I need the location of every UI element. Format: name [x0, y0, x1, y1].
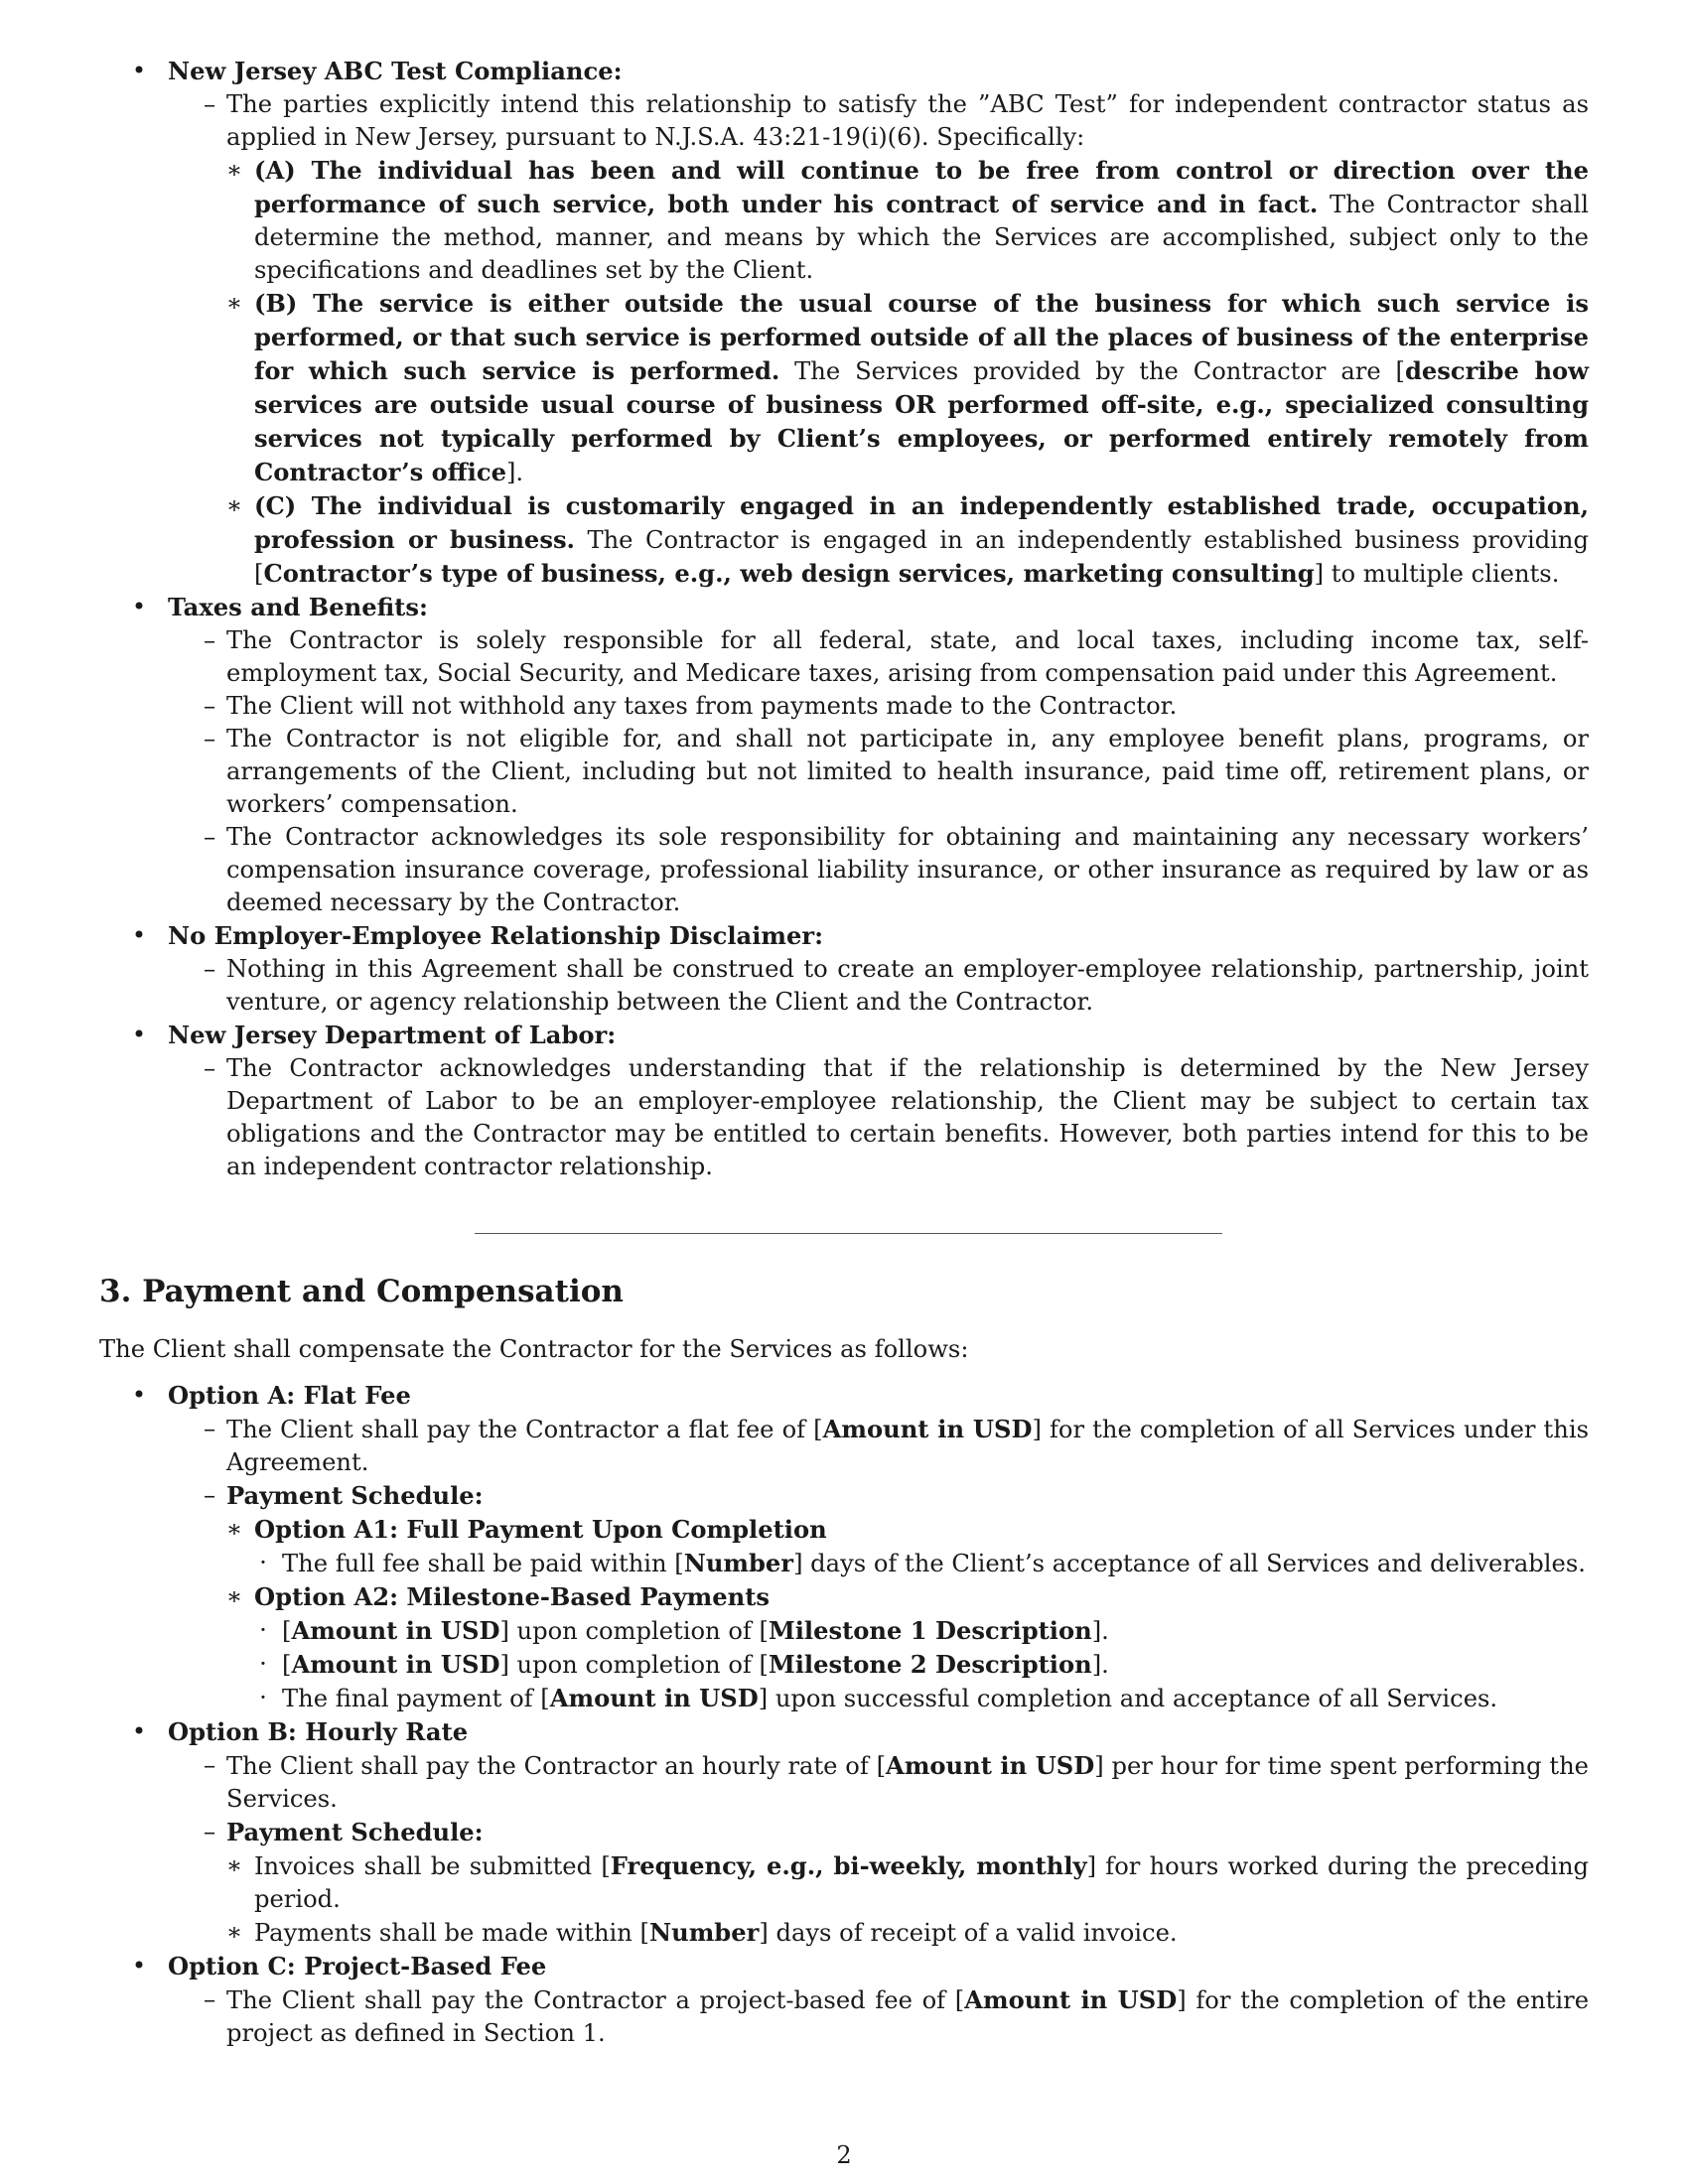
nj-dol-text: The Contractor acknowledges understanding that if the relationship is determined by the New Jersey Department of Labor to be an employer-employee relationship, the Client may be subject to certain tax obligations and the Contractor may be entitled to certain benefits. However, both parties intend for this to be an independent contractor relationship. — [226, 1054, 1589, 1180]
asterisk-icon: ∗ — [225, 1515, 243, 1543]
prong-c-placeholder: Contractor’s type of business, e.g., web design services, marketing consulting — [263, 559, 1315, 588]
option-a-fee-text-end: ] for the completion of all Services under this Agreement. — [226, 1416, 1589, 1476]
dot-icon: · — [259, 1650, 267, 1678]
dash-icon: – — [203, 90, 216, 118]
milestone-text: ] upon completion of [ — [499, 1651, 769, 1679]
no-employer-item — [168, 953, 1589, 1019]
asterisk-icon: ∗ — [225, 491, 243, 519]
payment-terms-item — [226, 1916, 1589, 1950]
prong-b-heading: (B) The service is either outside the usual course of the business for which such service is performed, or that such service is performed outside of all the places of business of the enterprise for which such service is performed. — [254, 289, 1589, 385]
dot-icon: · — [259, 1549, 267, 1576]
taxes-item — [168, 624, 1589, 690]
dash-icon: – — [203, 823, 216, 851]
milestone-text: ] upon completion of [ — [499, 1617, 769, 1645]
option-a1-title: Option A1: Full Payment Upon Completion — [254, 1515, 827, 1544]
milestone-2-placeholder: Milestone 2 Description — [768, 1650, 1092, 1679]
amount-placeholder: Amount in USD — [291, 1650, 500, 1679]
prong-c-heading: (C) The individual is customarily engaged in an independently established trade, occupation, profession or business. — [254, 491, 1589, 554]
dash-icon: – — [203, 626, 216, 654]
option-c-fee-text: The Client shall pay the Contractor a project-based fee of [ — [226, 1986, 965, 2014]
section-3-list — [99, 1379, 1589, 2050]
dash-icon: – — [203, 1054, 216, 1082]
payment-terms-text-end: ] days of receipt of a valid invoice. — [759, 1919, 1178, 1947]
frequency-placeholder: Frequency, e.g., bi-weekly, monthly — [610, 1851, 1087, 1880]
dot-icon: · — [259, 1616, 267, 1644]
amount-placeholder: Amount in USD — [291, 1616, 500, 1645]
list-item-abc-test — [99, 55, 1589, 591]
bullet-icon: • — [131, 1717, 147, 1745]
section-3-intro: The Client shall compensate the Contractor for the Services as follows: — [99, 1335, 969, 1363]
payment-terms-text: Payments shall be made within [ — [254, 1919, 649, 1947]
bullet-icon: • — [131, 1952, 147, 1979]
document-page — [99, 55, 1589, 2050]
asterisk-icon: ∗ — [225, 1582, 243, 1610]
option-c — [99, 1950, 1589, 2050]
bullet-icon: • — [131, 1021, 147, 1048]
list-item-no-employer — [99, 919, 1589, 1019]
taxes-text: The Contractor is solely responsible for all federal, state, and local taxes, including income tax, self-employment tax, Social Security, and Medicare taxes, arising from compensation paid under this Agreement. — [226, 626, 1589, 687]
milestone-1-placeholder: Milestone 1 Description — [768, 1616, 1092, 1645]
option-a-fee-text: The Client shall pay the Contractor a flat fee of [ — [226, 1416, 823, 1443]
option-b-title: Option B: Hourly Rate — [168, 1717, 469, 1746]
dot-icon: · — [259, 1684, 267, 1711]
section-2-list — [99, 55, 1589, 1183]
invoice-text-end: ] for hours worked during the preceding period. — [254, 1852, 1589, 1913]
milestone-2-item: · [Amount in USD] upon completion of [Milestone 2 Description]. — [254, 1648, 1589, 1682]
prong-b-text: The Services provided by the Contractor are [ — [779, 357, 1405, 385]
no-employer-text: Nothing in this Agreement shall be construed to create an employer-employee relationship, partnership, joint venture, or agency relationship between the Client and the Contractor. — [226, 955, 1589, 1016]
option-b-rate-text: The Client shall pay the Contractor an hourly rate of [ — [226, 1752, 887, 1780]
dash-icon: – — [203, 955, 216, 983]
option-b-rate-text-end: ] per hour for time spent performing the Services. — [226, 1752, 1589, 1813]
page-number: 2 — [836, 2141, 852, 2169]
asterisk-icon: ∗ — [225, 289, 243, 317]
asterisk-icon: ∗ — [225, 1918, 243, 1946]
bullet-icon: • — [131, 593, 147, 620]
section-3-heading: 3. Payment and Compensation — [99, 1274, 624, 1309]
taxes-text: The Contractor acknowledges its sole responsibility for obtaining and maintaining any necessary workers’ compensation insurance coverage, professional liability insurance, or other insurance as required by law or as deemed necessary by the Contractor. — [226, 823, 1589, 916]
option-b-schedule — [168, 1816, 1589, 1950]
option-a1-text-end: ] days of the Client’s acceptance of all Services and deliverables. — [793, 1550, 1586, 1577]
amount-placeholder: Amount in USD — [822, 1415, 1033, 1443]
nj-dol-item — [168, 1052, 1589, 1183]
milestone-1-item: · [Amount in USD] upon completion of [Milestone 1 Description]. — [254, 1614, 1589, 1648]
abc-test-title: New Jersey ABC Test Compliance: — [168, 57, 623, 85]
final-payment-text: The final payment of [ — [282, 1685, 550, 1712]
option-a-schedule — [168, 1479, 1589, 1715]
option-c-title: Option C: Project-Based Fee — [168, 1952, 547, 1980]
prong-a-text: The Contractor shall determine the method, manner, and means by which the Services are accomplished, subject only to the specifications and deadlines set by the Client. — [254, 191, 1589, 284]
dash-icon: – — [203, 1818, 216, 1845]
option-b — [99, 1715, 1589, 1950]
payment-schedule-label: Payment Schedule: — [226, 1818, 484, 1846]
list-item-taxes — [99, 591, 1589, 919]
dash-icon: – — [203, 725, 216, 752]
abc-prong-a — [226, 154, 1589, 287]
taxes-item — [168, 723, 1589, 821]
bullet-icon: • — [131, 1381, 147, 1409]
bullet-icon: • — [131, 921, 147, 949]
asterisk-icon: ∗ — [225, 156, 243, 184]
option-a — [99, 1379, 1589, 1715]
option-a1 — [226, 1513, 1589, 1580]
invoice-item — [226, 1849, 1589, 1916]
final-payment-item — [254, 1682, 1589, 1715]
dash-icon: – — [203, 692, 216, 720]
list-item-nj-dol — [99, 1019, 1589, 1183]
dash-icon: – — [203, 1751, 216, 1779]
taxes-text: The Contractor is not eligible for, and shall not participate in, any employee benefit plans, programs, or arrangements of the Client, including but not limited to health insurance, paid time off, retirement plans, or workers’ compensation. — [226, 725, 1589, 818]
option-a1-item — [254, 1547, 1589, 1580]
abc-prong-b — [226, 287, 1589, 489]
prong-b-placeholder: describe how services are outside usual course of business OR performed off-site, e.g., specialized consulting services not typically performed by Client’s employees, or performed entirely remotely from Contractor’s office — [254, 356, 1589, 486]
taxes-title: Taxes and Benefits: — [168, 593, 428, 621]
option-a-title: Option A: Flat Fee — [168, 1381, 411, 1410]
amount-placeholder: Amount in USD — [964, 1985, 1178, 2014]
taxes-item — [168, 690, 1589, 723]
prong-c-end: ] to multiple clients. — [1314, 560, 1560, 588]
option-a1-text: The full fee shall be paid within [ — [282, 1550, 684, 1577]
number-placeholder: Number — [683, 1549, 794, 1577]
option-a-fee — [168, 1413, 1589, 1479]
prong-a-heading: (A) The individual has been and will continue to be free from control or direction over the performance of such service, both under his contract of service and in fact. — [254, 156, 1589, 218]
option-c-fee — [168, 1983, 1589, 2050]
nj-dol-title: New Jersey Department of Labor: — [168, 1021, 617, 1049]
amount-placeholder: Amount in USD — [886, 1751, 1095, 1780]
number-placeholder: Number — [649, 1918, 760, 1947]
no-employer-title: No Employer-Employee Relationship Disclaimer: — [168, 921, 824, 950]
bullet-icon: • — [131, 57, 147, 84]
option-a2 — [226, 1580, 1589, 1715]
dash-icon: – — [203, 1985, 216, 2013]
payment-schedule-label: Payment Schedule: — [226, 1481, 484, 1510]
dash-icon: – — [203, 1415, 216, 1442]
invoice-text: Invoices shall be submitted [ — [254, 1852, 611, 1880]
prong-c-text: The Contractor is engaged in an independently established business providing [ — [254, 526, 1589, 588]
abc-prong-c — [226, 489, 1589, 591]
option-c-fee-text-end: ] for the completion of the entire project as defined in Section 1. — [226, 1986, 1590, 2047]
prong-b-end: ]. — [505, 459, 524, 486]
abc-test-intro: The parties explicitly intend this relationship to satisfy the ”ABC Test” for independent contractor status as applied in New Jersey, pursuant to N.J.S.A. 43:21-19(i)(6). Specifically: — [226, 90, 1589, 151]
option-b-rate — [168, 1749, 1589, 1816]
abc-test-intro-item — [168, 88, 1589, 591]
section-divider — [475, 1233, 1222, 1234]
amount-placeholder: Amount in USD — [549, 1684, 759, 1712]
asterisk-icon: ∗ — [225, 1851, 243, 1879]
option-a2-title: Option A2: Milestone-Based Payments — [254, 1582, 770, 1611]
taxes-text: The Client will not withhold any taxes from payments made to the Contractor. — [226, 692, 1178, 720]
taxes-item — [168, 821, 1589, 919]
dash-icon: – — [203, 1481, 216, 1509]
final-payment-text-end: ] upon successful completion and acceptance of all Services. — [758, 1685, 1498, 1712]
